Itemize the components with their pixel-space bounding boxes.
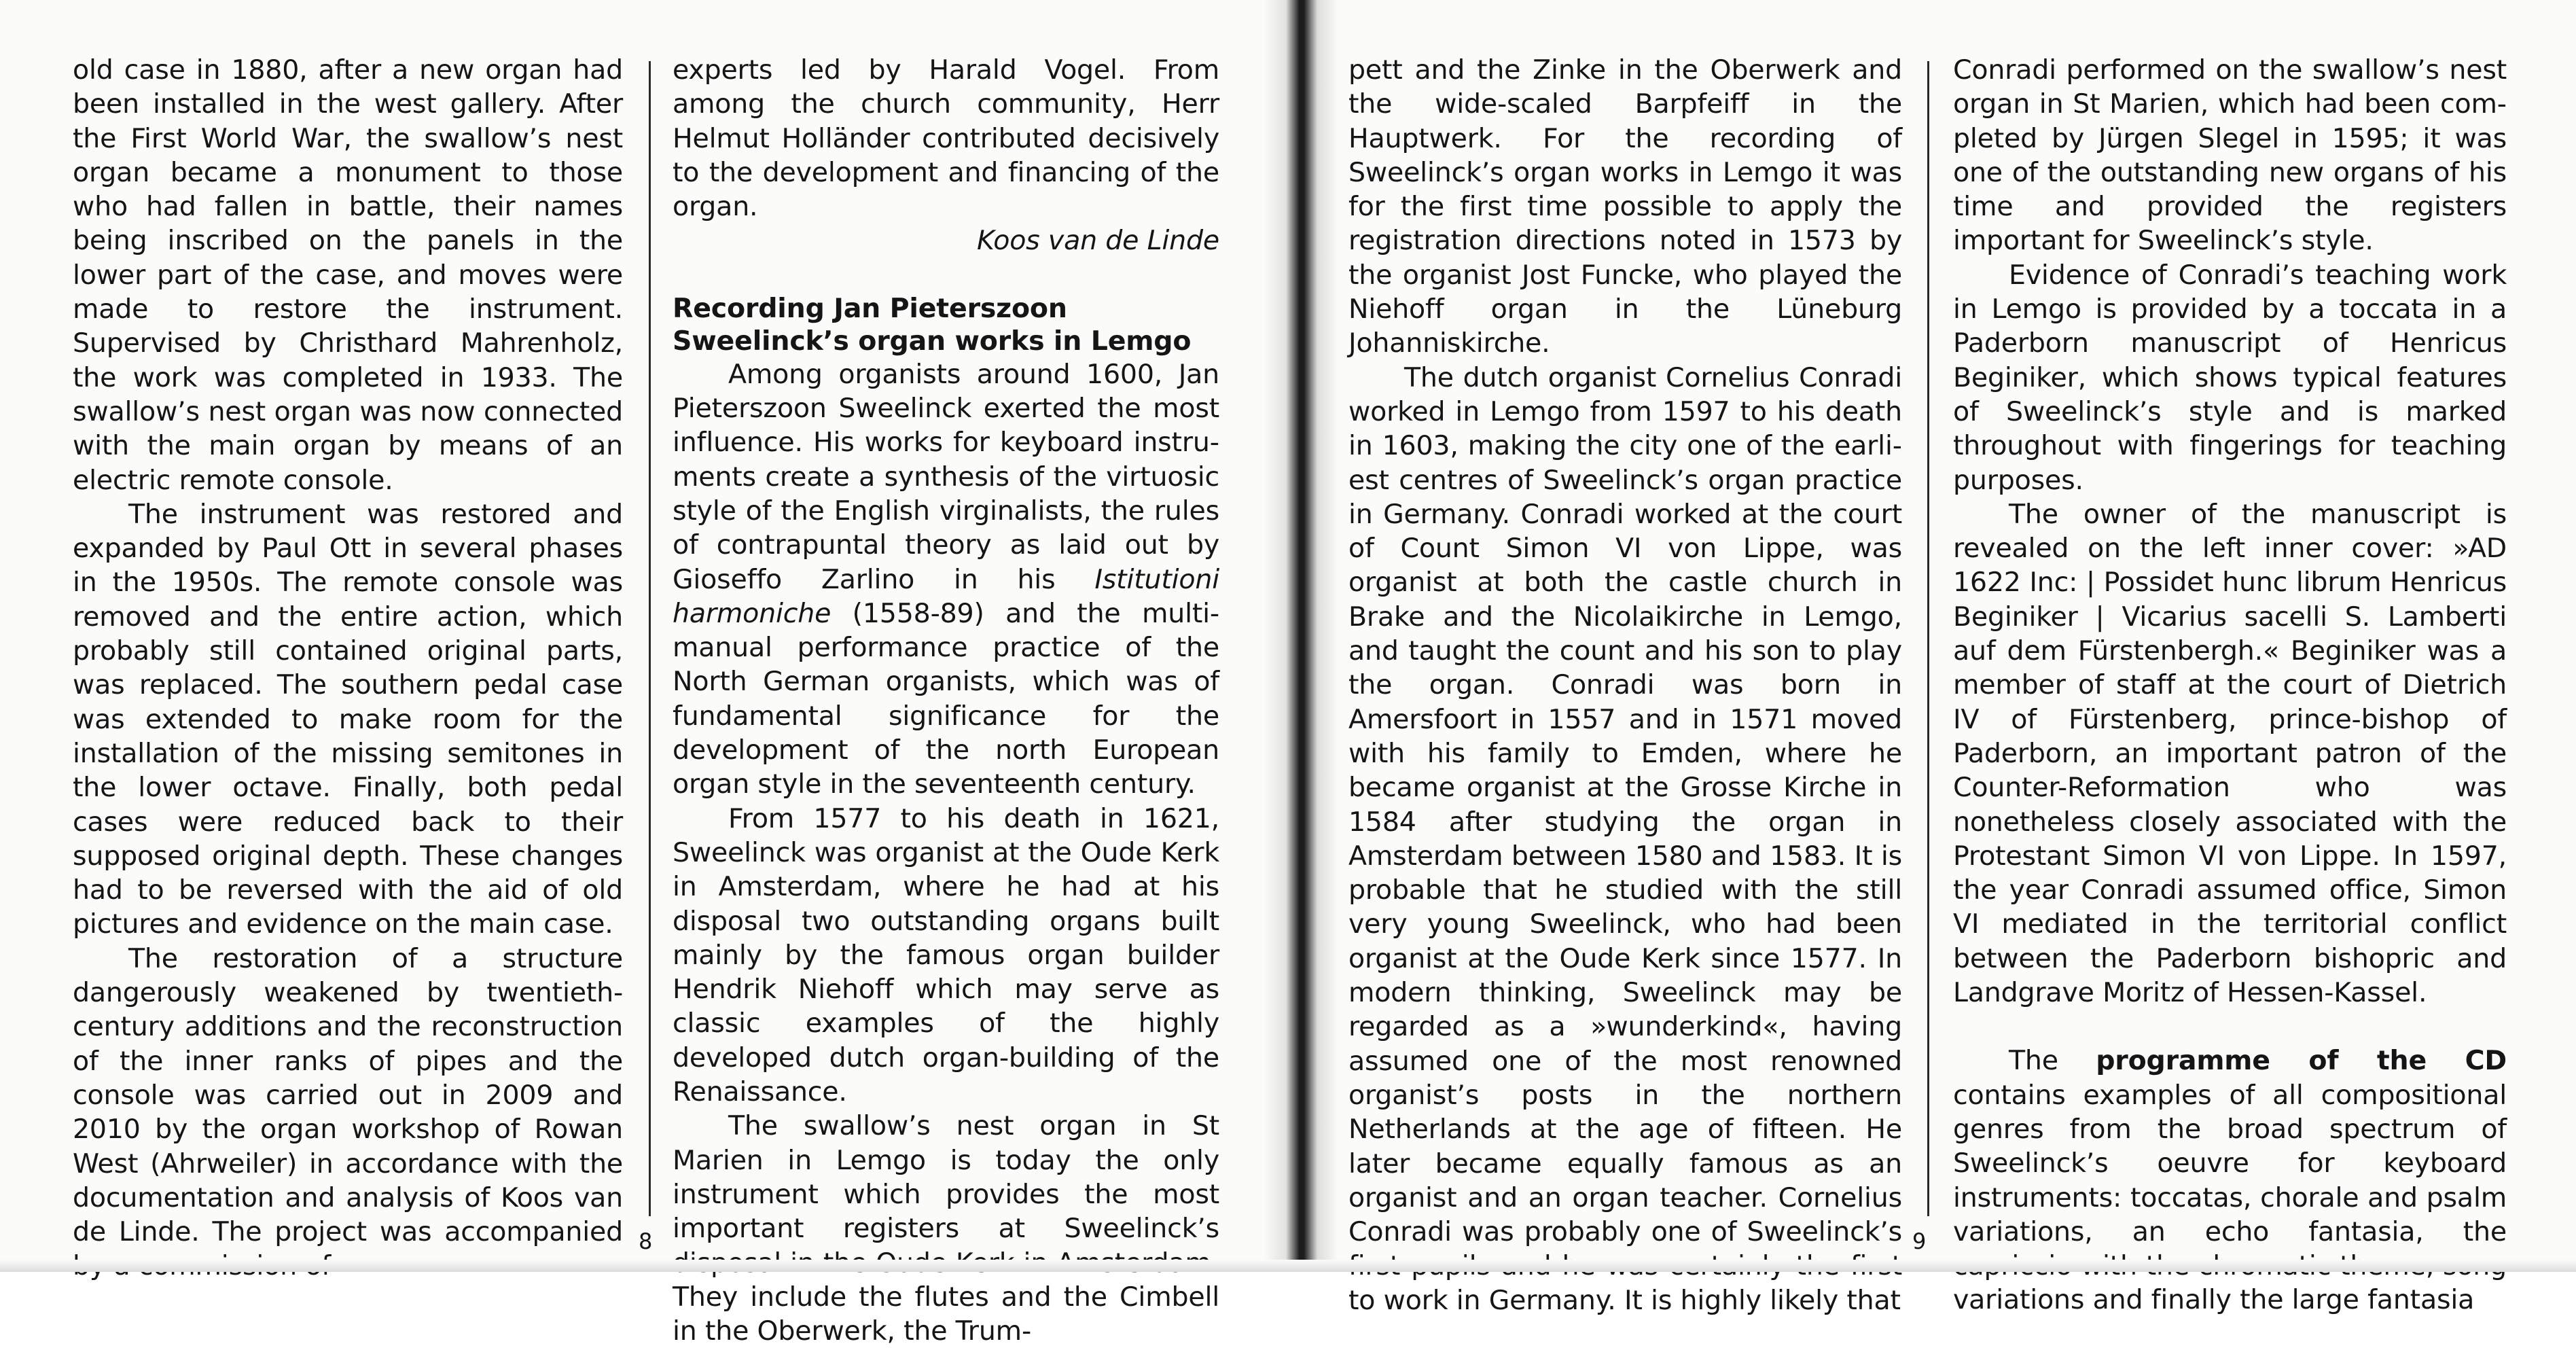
emphasis: programme of the CD: [2096, 1045, 2507, 1077]
paragraph: The restoration of a structure dangerously weakened by twentieth-century additions and the reconstruction of the inner ranks of pipes and the console was carried out in 2009 and 2010 by the organ workshop of Rowan West (Ahrweiler) in accordance with the documentation and analysis of Koos van de Linde. The project was accompanied: [73, 942, 623, 1248]
text-run: contains examples of all compositional genres from the broad spectrum of Sweelinck’s oeuvre for keyboard instruments: toccatas, chorale and psalm variations, an echo fantasia, the variations and finally the large fantasia: [1953, 1079, 2507, 1316]
column-2: [673, 53, 1219, 1348]
paragraph: experts led by Harald Vogel. From among the church community, Herr Helmut Holländer contributed decisively to the development and financing of the organ.: [673, 54, 1219, 223]
author-signature: Koos van de Linde: [976, 225, 1219, 257]
text-run: (1558-89) and the multi-manual performance practice of the North German organists, which was of fundamental significance for the development of the north European organ style in the seventeenth century.: [673, 597, 1219, 800]
page-number: 9: [1912, 1228, 1927, 1254]
paragraph: pett and the Zinke in the Oberwerk and the wide-scaled Barpfeiff in the Hauptwerk. For the recording of Sweelinck’s organ works in Lemgo it was for the first time possible to apply the registration directions noted in 1573 by the organist Jost Funcke, who played the Niehoff organ in the Lüneburg Johanniskirche.: [1348, 54, 1902, 359]
column-1: [73, 53, 623, 1283]
column-4: [1953, 53, 2507, 1317]
column-3: [1348, 53, 1902, 1317]
paragraph: The dutch organist Cornelius Conradi worked in Lemgo from 1597 to his death in 1603, making the city one of the earliest centres of Sweelinck’s organ practice in Germany. Conradi worked at the court of Count Simon VI von Lippe, was organist at both the castle church in Brake and the Nicolaikirche in Lemgo, and taught the count and his son to play the organ. Conradi was born in Amersfoort in 1557 and in 1571 moved with his family to Emden, where he became organist at the Grosse Kirche in 1584 after studying the organ in Amsterdam between 1580 and 1583. It is probable that he studied with the still very young Sweelinck, who had been organist at the Oude Kerk since 1577. In modern thinking, Sweelinck may be regarded as a »wunderkind«, having assumed one of the most renowned organist’s posts in the northern Netherlands at the age of fifteen. He later became equally famous as an organist and an organ teacher. Cornelius Conradi was probably one of Sweelinck’s to work in Germany. It is highly likely that: [1348, 361, 1902, 1316]
text-run: Among organists around 1600, Jan Pieterszoon Sweelinck exerted the most influence. His works for keyboard instruments create a synthesis of the virtuosic style of the English virginalists, the rules of contrapuntal theory as laid out by Gioseffo Zarlino in his: [673, 358, 1219, 595]
paragraph: The swallow’s nest organ in St Marien in Lemgo is today the only instrument which provides the most important registers at Sweelinck’s They include the flutes and the Cimbell in the Oberwerk, the Trum-: [673, 1110, 1219, 1347]
column-divider: [1927, 61, 1929, 1216]
column-divider: [649, 61, 651, 1216]
right-page: [1294, 0, 2576, 1316]
paragraph: From 1577 to his death in 1621, Sweelinck was organist at the Oude Kerk in Amsterdam, where he had at his disposal two outstanding organs built mainly by the famous organ builder Hendrik Niehoff which may serve as classic examples of the highly developed dutch organ-building of the Renaissance.: [673, 802, 1219, 1108]
paragraph: The instrument was restored and expanded by Paul Ott in several phases in the 1950s. The remote console was removed and the entire action, which probably still contained original parts, was replaced. The southern pedal case was extended to make room for the installation of the missing semitones in the lower octave. Finally, both pedal cases were reduced back to their supposed original depth. These changes had to be reversed with the aid of old pictures and evidence on the main case.: [73, 498, 623, 940]
page-number: 8: [639, 1228, 653, 1254]
section-heading: Recording Jan Pieterszoon Sweelinck’s organ works in Lemgo: [673, 292, 1192, 357]
paragraph: [673, 357, 1219, 802]
paragraph: Conradi performed on the swallow’s nest organ in St Marien, which had been completed by Jürgen Slegel in 1595; it was one of the outstanding new organs of his time and provided the registers important for Sweelinck’s style.: [1953, 54, 2507, 257]
book-gutter: [1264, 0, 1338, 1272]
paragraph: old case in 1880, after a new organ had been installed in the west gallery. After the First World War, the swallow’s nest organ became a monument to those who had fallen in battle, their names being inscribed on the panels in the lower part of the case, and moves were made to restore the instrument. Supervised by Christhard Mahrenholz, the work was completed in 1933. The swallow’s nest organ was now connected with the main organ by means of an electric remote console.: [73, 54, 623, 496]
text-run: The: [2009, 1045, 2096, 1077]
book-title: Istitutioni harmoniche: [673, 563, 1219, 629]
paragraph: The owner of the manuscript is revealed on the left inner cover: »AD 1622 Inc: | Possidet hunc librum Henricus Beginiker | Vicarius sacelli S. Lamberti auf dem Fürstenbergh.« Beginiker was a member of staff at the court of Dietrich IV of Fürstenberg, prince-bishop of Paderborn, an important patron of the Counter-Reformation who was nonetheless closely associated with the Protestant Simon VI von Lippe. In 1597, the year Conradi assumed office, Simon VI mediated in the territorial conflict between the Paderborn bishopric and Landgrave Moritz of Hessen-Kassel.: [1953, 498, 2507, 1009]
paragraph: Evidence of Conradi’s teaching work in Lemgo is provided by a toccata in a Paderborn manuscript of Henricus Beginiker, which shows typical features of Sweelinck’s style and is marked throughout with fingerings for teaching purposes.: [1953, 259, 2507, 496]
page-bottom-edge: [0, 1260, 2576, 1272]
paragraph: [1953, 1044, 2507, 1317]
